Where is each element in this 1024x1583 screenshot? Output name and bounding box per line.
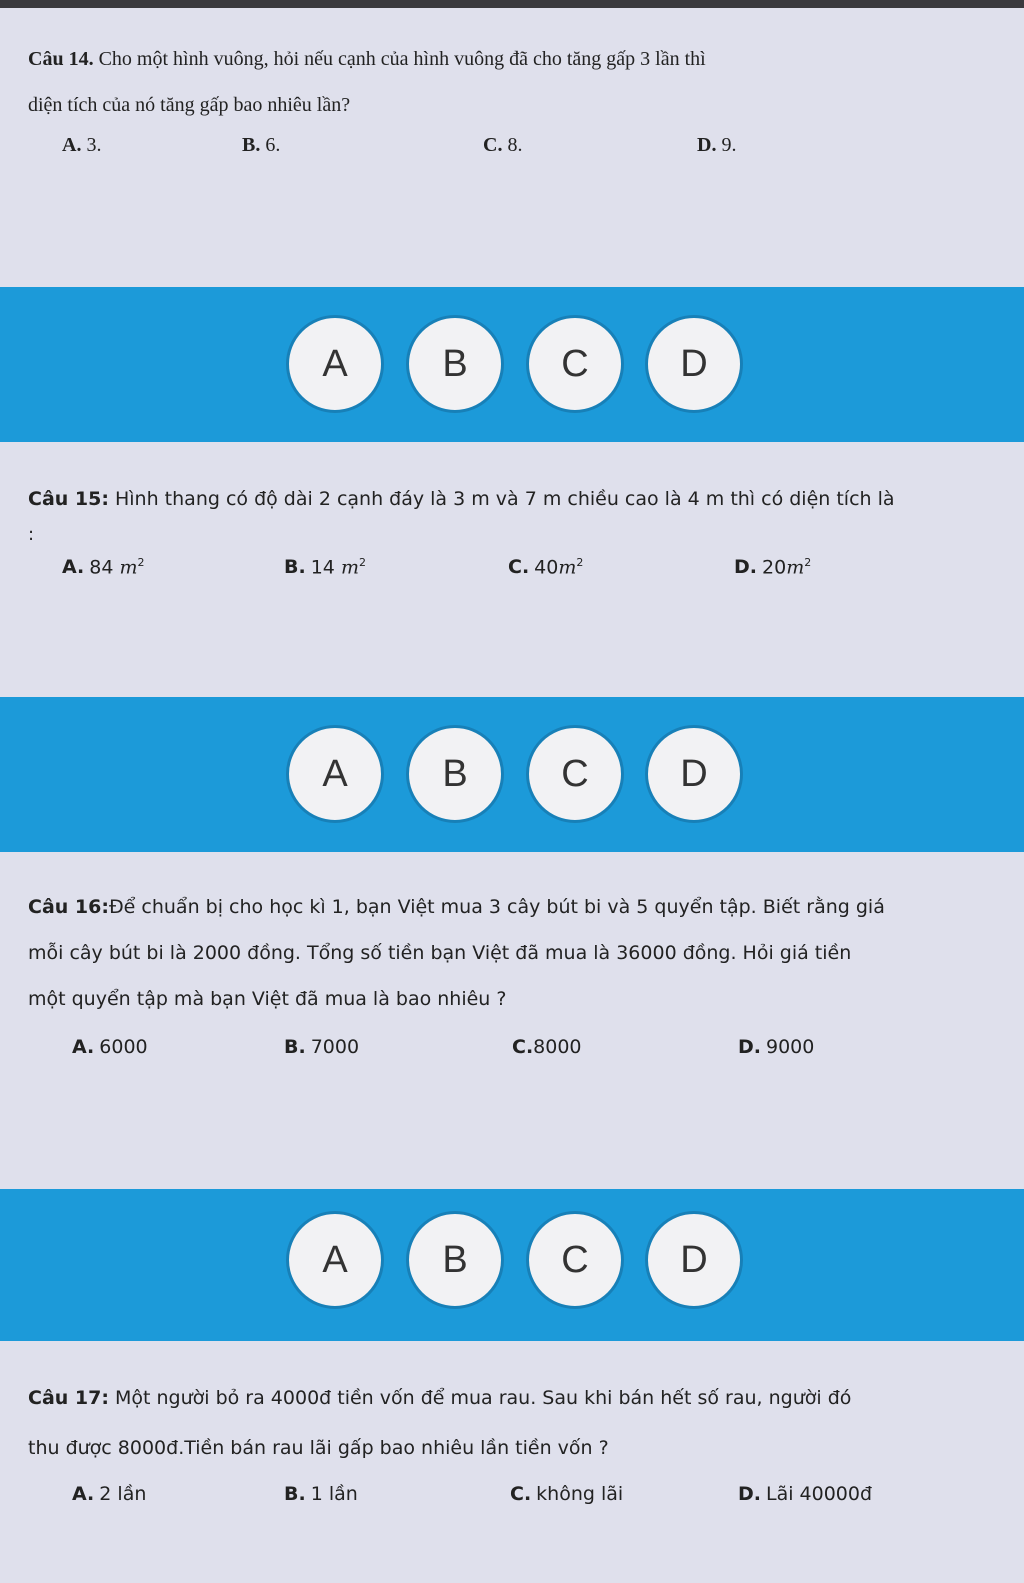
answer-b-button[interactable]: B xyxy=(406,1211,504,1309)
option-b: B. 1 lần xyxy=(284,1483,358,1505)
option-d: D. $20m^2$ xyxy=(734,556,812,579)
question-15-text: Câu 15: Hình thang có độ dài 2 cạnh đáy là 3 m và 7 m chiều cao là 4 m thì có diện tích là xyxy=(28,488,895,510)
option-b: B. 14 $m^2$ xyxy=(284,556,366,579)
answer-a-button[interactable]: A xyxy=(286,1211,384,1309)
answer-a-button[interactable]: A xyxy=(286,725,384,823)
option-c: C. 8. xyxy=(483,134,523,156)
option-a: A. 3. xyxy=(62,134,102,156)
answer-d-button[interactable]: D xyxy=(645,725,743,823)
option-b: B. 6. xyxy=(242,134,281,156)
option-b: B. 7000 xyxy=(284,1036,360,1058)
answer-bar-14 xyxy=(0,287,1024,442)
answer-bar-15 xyxy=(0,697,1024,852)
answer-bar-16 xyxy=(0,1189,1024,1341)
question-16-number: Câu 16: xyxy=(28,896,109,918)
option-d: D. 9. xyxy=(697,134,737,156)
question-15-trailing: : xyxy=(28,524,35,545)
option-c: C. $40m^2$ xyxy=(508,556,584,579)
option-c: C. không lãi xyxy=(510,1483,624,1505)
answer-b-button[interactable]: B xyxy=(406,725,504,823)
answer-c-button[interactable]: C xyxy=(526,1211,624,1309)
answer-d-button[interactable]: D xyxy=(645,1211,743,1309)
option-a: A. 6000 xyxy=(72,1036,148,1058)
answer-b-button[interactable]: B xyxy=(406,315,504,413)
option-a: A. 2 lần xyxy=(72,1483,147,1505)
question-16-text: Câu 16:Để chuẩn bị cho học kì 1, bạn Việt mua 3 cây bút bi và 5 quyển tập. Biết rằng giá mỗi cây bút bi là 2000 đồng. Tổng số tiền bạn Việt đã mua là 36000 đồng. Hỏi giá tiền một quyển tập mà bạn Việt đã mua là bao nhiêu ? xyxy=(28,896,885,1010)
answer-a-button[interactable]: A xyxy=(286,315,384,413)
question-14-text: Câu 14. Cho một hình vuông, hỏi nếu cạnh của hình vuông đã cho tăng gấp 3 lần thì diện tích của nó tăng gấp bao nhiêu lần? xyxy=(28,48,706,116)
question-17-text: Câu 17: Một người bỏ ra 4000đ tiền vốn để mua rau. Sau khi bán hết số rau, người đó thu được 8000đ.Tiền bán rau lãi gấp bao nhiêu lần tiền vốn ? xyxy=(28,1387,852,1459)
option-a: A. 84 $m^2$ xyxy=(62,556,145,579)
question-15-number: Câu 15: xyxy=(28,488,109,510)
option-d: D. Lãi 40000đ xyxy=(738,1483,873,1505)
answer-d-button[interactable]: D xyxy=(645,315,743,413)
option-d: D. 9000 xyxy=(738,1036,815,1058)
answer-c-button[interactable]: C xyxy=(526,725,624,823)
question-17-number: Câu 17: xyxy=(28,1387,109,1409)
top-bar xyxy=(0,0,1024,8)
question-14-number: Câu 14. xyxy=(28,48,94,70)
answer-c-button[interactable]: C xyxy=(526,315,624,413)
option-c: C.8000 xyxy=(512,1036,582,1058)
